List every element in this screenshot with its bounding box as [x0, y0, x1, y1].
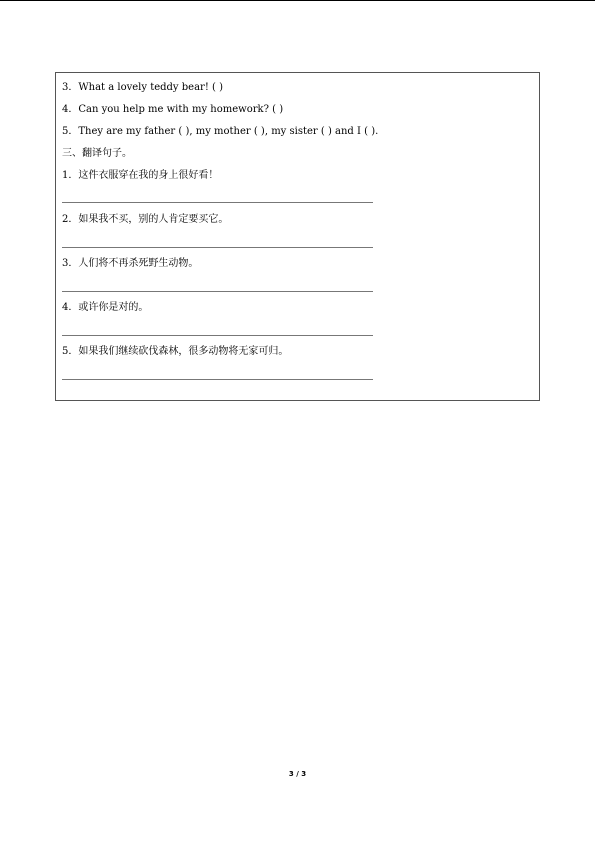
translation-item-2: 2．如果我不买，别的人肯定要买它。: [62, 214, 229, 225]
translation-item-3: 3．人们将不再杀死野生动物。: [62, 258, 199, 269]
answer-line-4[interactable]: [62, 335, 373, 336]
answer-line-1[interactable]: [62, 202, 373, 203]
translation-item-1: 1．这件衣服穿在我的身上很好看！: [62, 170, 219, 181]
question-5: 5．They are my father ( ), my mother ( ), my sister ( ) and I ( ).: [62, 126, 379, 137]
question-4: 4．Can you help me with my homework? ( ): [62, 104, 284, 115]
translation-item-5: 5．如果我们继续砍伐森林，很多动物将无家可归。: [62, 346, 289, 357]
question-3: 3．What a lovely teddy bear! ( ): [62, 82, 224, 93]
answer-line-5[interactable]: [62, 379, 373, 380]
section-title: 三、翻译句子。: [62, 148, 132, 159]
translation-item-4: 4．或许你是对的。: [62, 302, 149, 313]
exercise-box: [55, 72, 540, 401]
page-number: 3 / 3: [288, 770, 307, 778]
answer-line-2[interactable]: [62, 247, 373, 248]
top-rule: [0, 0, 595, 1]
answer-line-3[interactable]: [62, 291, 373, 292]
